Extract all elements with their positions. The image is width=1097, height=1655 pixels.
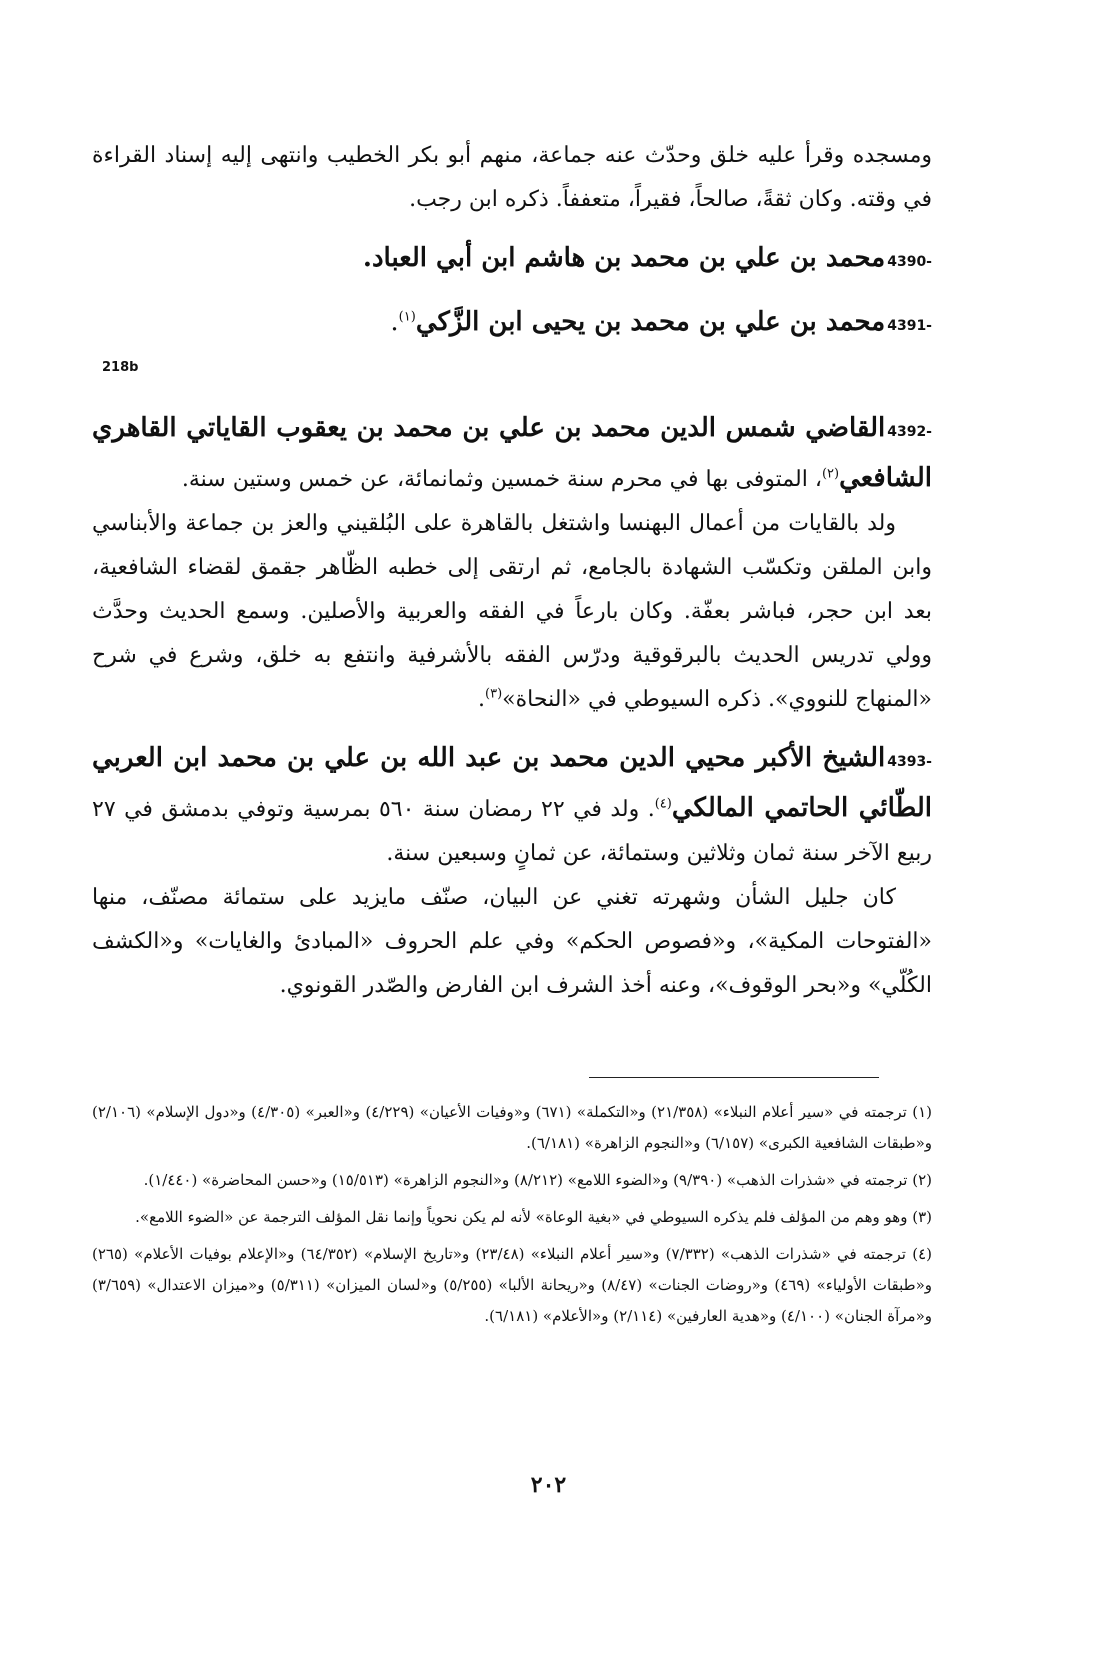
spacer bbox=[92, 286, 932, 298]
entry-4390 bbox=[92, 234, 932, 286]
manuscript-folio-marker: 218b bbox=[102, 360, 139, 375]
footnote-ref: (٤) bbox=[654, 796, 672, 812]
entry-name: محمد بن علي بن محمد بن يحيى ابن الزَّكي bbox=[415, 307, 886, 337]
spacer bbox=[92, 222, 932, 234]
footnote-3: (٣) وهو وهم من المؤلف فلم يذكره السيوطي في «بغية الوعاة» لأنه لم يكن نحوياً وإنما نقل المؤلف الترجمة عن «الضوء اللامع». bbox=[135, 1208, 932, 1226]
footnote-4: (٤) ترجمته في «شذرات الذهب» (٧/٣٣٢) و«سير أعلام النبلاء» (٢٣/٤٨) و«تاريخ الإسلام» (٦٤/٣٥٢) و«الإعلام بوفيات الأعلام» (٢٦٥) و«طبقات الأولياء» (٤٦٩) و«روضات الجنات» (٨/٤٧) و«ريحانة الألبا» (٥/٢٥٥) و«لسان الميزان» (٥/٣١١) و«ميزان الاعتدال» (٣/٦٥٩) و«مرآة الجنان» (٤/١٠٠) و«هدية العارفين» (٢/١١٤) و«الأعلام» (٦/١٨١). bbox=[92, 1245, 932, 1325]
footnote-2: (٢) ترجمته في «شذرات الذهب» (٩/٣٩٠) و«الضوء اللامع» (٨/٢١٢) و«النجوم الزاهرة» (١٥/٥١٣) و«حسن المحاضرة» (١/٤٤٠). bbox=[143, 1171, 932, 1189]
entry-4393-paragraph: كان جليل الشأن وشهرته تغني عن البيان، صنّف مايزيد على ستمائة مصنّف، منها «الفتوحات المكية»، و«فصوص الحكم» وفي علم الحروف «المبادئ والغايات» و«الكشف الكُلّي» و«بحر الوقوف»، وعنه أخذ الشرف ابن الفارض والصّدر القونوي. bbox=[92, 885, 932, 998]
entry-number: 4391- bbox=[887, 318, 932, 334]
entry-number: 4393- bbox=[887, 754, 932, 770]
paragraph-text: ولد بالقايات من أعمال البهنسا واشتغل بالقاهرة على البُلقيني والعز بن جماعة والأبناسي وابن الملقن وتكسّب الشهادة بالجامع، ثم ارتقى إلى خطبه الظّاهر جقمق لقضاء الشافعية، بعد ابن حجر، فباشر بعفّة. وكان بارعاً في الفقه والعربية والأصلين. وسمع الحديث وحدَّث وولي تدريس الحديث بالبرقوقية ودرّس الفقه بالأشرفية وانتفع به خلق، وشرع في شرح «المنهاج للنووي». ذكره السيوطي في «النحاة» bbox=[92, 511, 932, 712]
entry-number: 4390- bbox=[887, 254, 932, 270]
paragraph-tail: . bbox=[478, 687, 486, 712]
footnote-1: (١) ترجمته في «سير أعلام النبلاء» (٢١/٣٥٨) و«التكملة» (٦٧١) و«وفيات الأعيان» (٤/٢٢٩) و«العبر» (٤/٣٠٥) و«دول الإسلام» (٢/١٠٦) و«طبقات الشافعية الكبرى» (٦/١٥٧) و«النجوم الزاهرة» (٦/١٨١). bbox=[92, 1103, 932, 1152]
entry-name: محمد بن علي بن محمد بن هاشم ابن أبي العباد. bbox=[362, 243, 886, 273]
footnote-ref: (١) bbox=[398, 309, 416, 325]
entry-tail: . bbox=[390, 307, 399, 337]
entry-tail: . ولد في ٢٢ رمضان سنة ٥٦٠ بمرسية وتوفي بدمشق في ٢٧ ربيع الآخر سنة ثمان وثلاثين وستمائة، عن ثمانٍ وسبعين سنة. bbox=[92, 797, 932, 866]
footnote-separator bbox=[589, 1077, 879, 1078]
entry-4392-paragraph bbox=[92, 502, 932, 722]
footnote-ref: (٣) bbox=[485, 686, 503, 702]
footnotes bbox=[92, 1097, 932, 1338]
continuation-paragraph: ومسجده وقرأ عليه خلق وحدّث عنه جماعة، منهم أبو بكر الخطيب وانتهى إليه إسناد القراءة في وقته. وكان ثقةً، صالحاً، فقيراً، متعففاً. ذكره ابن رجب. bbox=[92, 143, 932, 212]
entry-4392 bbox=[92, 404, 932, 502]
entry-name: الشيخ الأكبر محيي الدين محمد بن عبد الله بن علي بن محمد ابن العربي الطّائي الحاتمي المالكي bbox=[92, 743, 933, 823]
entry-name: القاضي شمس الدين محمد بن علي بن محمد بن يعقوب القاياتي القاهري الشافعي bbox=[92, 413, 932, 493]
footnote-ref: (٢) bbox=[821, 466, 840, 482]
spacer bbox=[92, 722, 932, 734]
entry-tail: ، المتوفى بها في محرم سنة خمسين وثمانمائة، عن خمس وستين سنة. bbox=[181, 467, 822, 492]
entry-4393 bbox=[92, 734, 932, 876]
entry-4391 bbox=[92, 298, 932, 350]
entry-number: 4392- bbox=[887, 424, 932, 440]
page-number: ٢٠٢ bbox=[530, 1472, 567, 1498]
main-text bbox=[92, 134, 932, 1008]
